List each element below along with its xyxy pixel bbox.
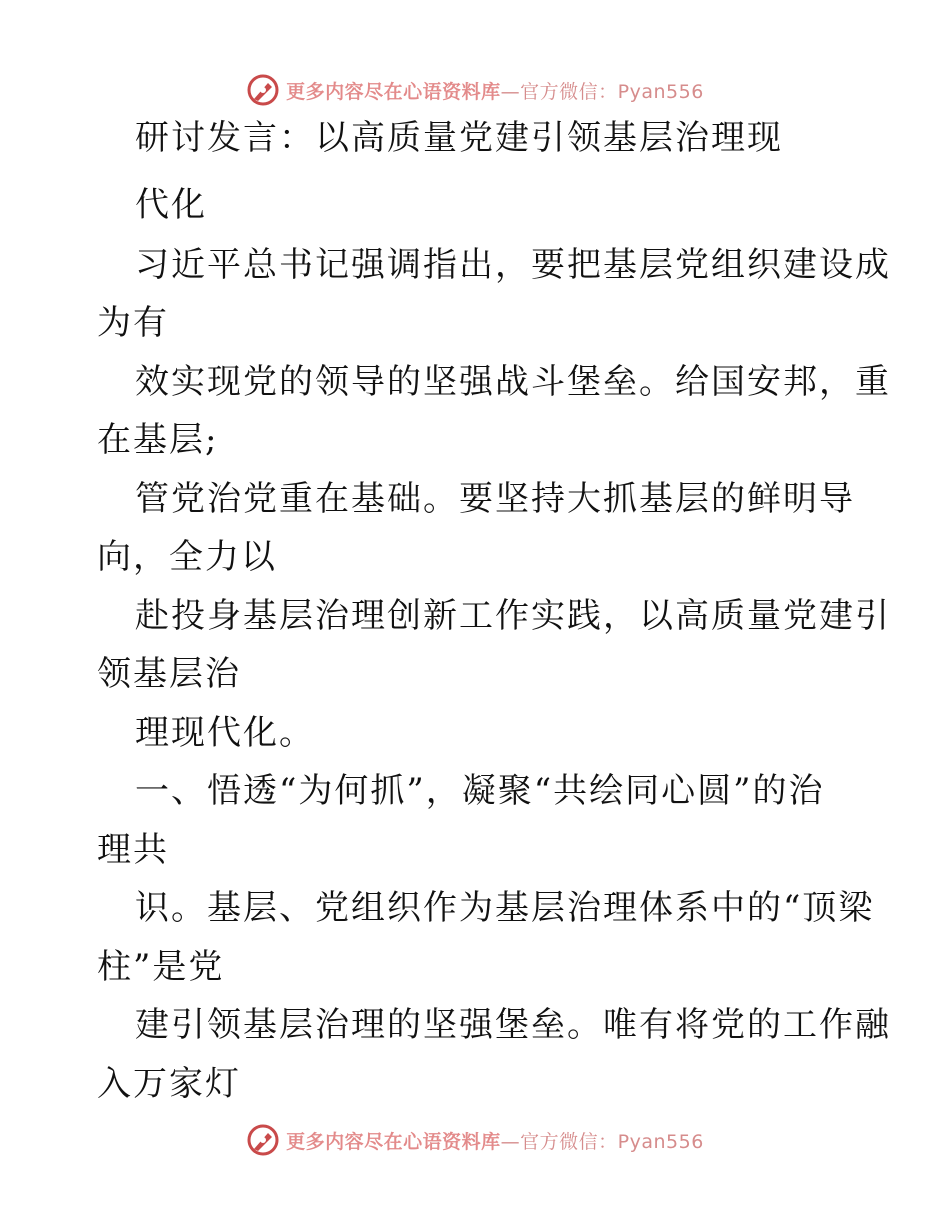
footer-watermark (0, 1120, 950, 1160)
text-line: 管党治党重在基础。要坚持大抓基层的鲜明导 (135, 479, 855, 519)
pen-logo-icon (246, 1123, 280, 1157)
text-line: 向，全力以 (97, 537, 277, 577)
doc-title-line-1: 研讨发言：以高质量党建引领基层治理现 (135, 118, 783, 158)
text-line: 领基层治 (97, 654, 241, 694)
text-line: 理现代化。 (135, 713, 315, 753)
text-line: 效实现党的领导的坚强战斗堡垒。给国安邦，重 (135, 362, 891, 402)
text-line: 柱”是党 (97, 947, 225, 987)
watermark-text: 更多内容尽在心语资料库—官方微信：Pyan556 (286, 80, 704, 103)
text-line: 在基层; (97, 420, 219, 460)
pen-logo-icon (246, 73, 280, 107)
text-line: 识。基层、党组织作为基层治理体系中的“顶梁 (135, 888, 875, 928)
text-line: 赴投身基层治理创新工作实践，以高质量党建引 (135, 596, 891, 636)
text-line: 建引领基层治理的坚强堡垒。唯有将党的工作融 (135, 1005, 891, 1045)
header-watermark (0, 70, 950, 110)
text-line: 习近平总书记强调指出，要把基层党组织建设成 (135, 245, 891, 285)
watermark-text: 更多内容尽在心语资料库—官方微信：Pyan556 (286, 1130, 704, 1153)
text-line: 理共 (97, 830, 169, 870)
text-line: 一、悟透“为何抓”，凝聚“共绘同心圆”的治 (135, 771, 825, 811)
text-line: 为有 (97, 303, 169, 343)
doc-title-line-2: 代化 (135, 185, 207, 225)
text-line: 入万家灯 (97, 1064, 241, 1104)
